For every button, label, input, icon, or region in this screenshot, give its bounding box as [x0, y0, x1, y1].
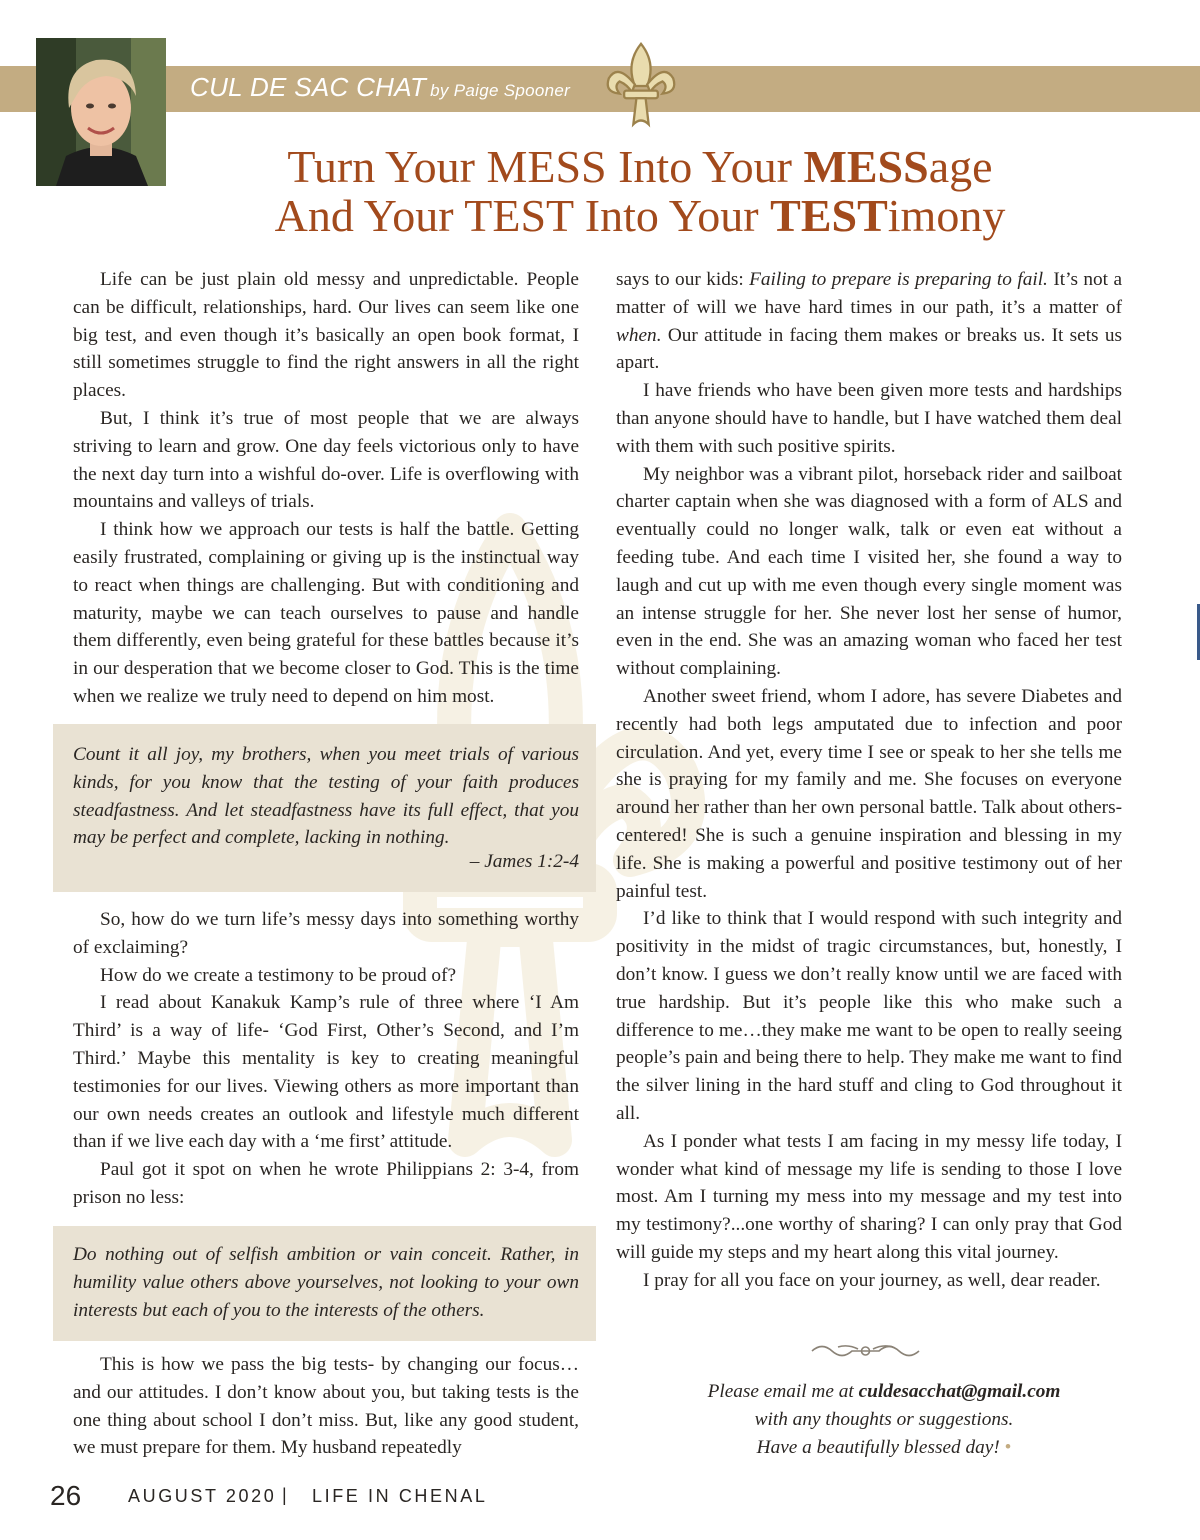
headline-emphasis: TEST: [770, 190, 888, 241]
body-paragraph: I have friends who have been given more tests and hardships than anyone should have to handle, but I have watched them deal with them with such positive spirits.: [616, 380, 1122, 457]
headline: [0, 142, 1200, 240]
scripture-quote-philippians: [53, 1226, 596, 1341]
body-text: It’s not a matter of will we have hard times in our path, it’s a matter of: [616, 269, 1123, 318]
quote-text: Count it all joy, my brothers, when you meet trials of various kinds, for you know that the testing of your faith produces steadfastness. And let steadfastness have its full effect, that you may be perfect and complete, lacking in nothing.: [73, 744, 579, 849]
headline-line-2: [0, 191, 1200, 240]
body-column-left-bottom: [73, 1351, 579, 1462]
body-paragraph: Life can be just plain old messy and unpredictable. People can be difficult, relationships, hard. Our lives can seem like one big test, and even though it’s basically an open book format, I still sometimes struggle to find the right answers in all the right places.: [73, 269, 579, 402]
column-name: CUL DE SAC CHAT: [190, 72, 427, 102]
quote-text: Do nothing out of selfish ambition or vain conceit. Rather, in humility value others above yourselves, not looking to your own interests but each of you to the interests of the others.: [73, 1244, 579, 1321]
header-banner: [0, 66, 1200, 112]
end-bullet-icon: •: [1004, 1437, 1012, 1458]
body-paragraph: Another sweet friend, whom I adore, has severe Diabetes and recently had both legs amputated due to infection and poor circulation. And yet, every time I see or speak to her she tells me she is praying for my family and me. She focuses on everyone around her rather than her own personal battle. Talk about others-centered! She is such a genuine inspiration and blessing in my life. She is making a powerful and positive testimony out of her painful test.: [616, 685, 1122, 902]
body-paragraph: This is how we pass the big tests- by changing our focus… and our attitudes. I don’t know about you, but taking tests is the one thing about school I don’t miss. But, like any good student, we must prepare for them. My husband repeatedly: [73, 1354, 579, 1459]
signoff-text: Have a beautifully blessed day!: [756, 1437, 1000, 1458]
flourish-divider-icon: [808, 1340, 923, 1362]
body-paragraph: My neighbor was a vibrant pilot, horseback rider and sailboat charter captain when she was diagnosed with a form of ALS and eventually could no longer walk, talk or even eat without a feeding tube. And each time I visited her, she found a way to laugh and cut up with me even though every single moment was an intense struggle for her. She never lost her sense of humor, even in the end. She was an amazing woman who faced her test without complaining.: [616, 463, 1122, 680]
body-emphasis: when.: [616, 324, 662, 346]
body-paragraph: I pray for all you face on your journey, as well, dear reader.: [643, 1269, 1101, 1291]
body-column-left-middle: [73, 906, 579, 1212]
headline-text: age: [928, 141, 993, 192]
quote-reference: – James 1:2-4: [469, 851, 579, 872]
signoff: [616, 1378, 1152, 1462]
headline-text: And Your TEST Into Your: [274, 190, 771, 241]
body-paragraph: [616, 266, 1122, 377]
body-paragraph: So, how do we turn life’s messy days into something worthy of exclaiming?: [73, 909, 579, 958]
scripture-quote-james: [53, 724, 596, 892]
body-paragraph: As I ponder what tests I am facing in my messy life today, I wonder what kind of message my life is sending to those I love most. Am I turning my mess into my message and my test into my testimony?...one worthy of sharing? I can only pray that God will guide my steps and my heart along this vital journey.: [616, 1130, 1122, 1263]
magazine-name: LIFE IN CHENAL: [312, 1486, 488, 1506]
signoff-line-1: [616, 1378, 1152, 1406]
body-paragraph: But, I think it’s true of most people that we are always striving to learn and grow. One day feels victorious only to have the next day turn into a wishful do-over. Life is overflowing with mountains and valleys of trials.: [73, 407, 579, 513]
headline-text: Turn Your MESS Into Your: [287, 141, 804, 192]
byline: by Paige Spooner: [430, 81, 571, 100]
footer-separator: |: [282, 1485, 287, 1505]
signoff-line-2: with any thoughts or suggestions.: [754, 1409, 1014, 1430]
signoff-line-3: [616, 1434, 1152, 1462]
body-column-right: [616, 266, 1122, 1294]
body-paragraph: I’d like to think that I would respond with such integrity and positivity in the midst of tragic circumstances, but, honestly, I don’t know. I guess we don’t really know until we are faced with true hardship. But it’s people like this who make such a difference to me…they make me want to be open to really seeing people’s pain and being there to help. They make me want to find the silver lining in the hard stuff and cling to God throughout it all.: [616, 908, 1122, 1124]
body-text: says to our kids:: [616, 269, 750, 290]
headline-emphasis: MESS: [803, 141, 929, 192]
body-column-left-top: [73, 266, 579, 711]
body-paragraph: I read about Kanakuk Kamp’s rule of three where ‘I Am Third’ is a way of life- ‘God First, Other’s Second, and I’m Third.’ Maybe this mentality is key to creating meaningful testimonies for our lives. Viewing others as more important than our own needs creates an outlook and lifestyle much different than if we live each day with a ‘me first’ attitude.: [73, 992, 579, 1153]
issue-date: AUGUST 2020: [128, 1486, 277, 1506]
page-number: 26: [50, 1480, 82, 1511]
email-link[interactable]: culdesacchat@gmail.com: [858, 1381, 1061, 1402]
fleur-de-lis-icon: [602, 40, 680, 132]
column-title: [190, 72, 570, 103]
body-paragraph: How do we create a testimony to be proud of?: [100, 964, 457, 986]
signoff-text: Please email me at: [707, 1381, 859, 1402]
body-paragraph: Paul got it spot on when he wrote Philippians 2: 3-4, from prison no less:: [73, 1159, 579, 1208]
headline-text: imony: [887, 190, 1006, 241]
body-text: Our attitude in facing them makes or breaks us. It sets us apart.: [616, 324, 1122, 374]
body-emphasis: Failing to prepare is preparing to fail.: [749, 269, 1048, 290]
headline-line-1: [0, 142, 1200, 191]
body-paragraph: I think how we approach our tests is half the battle. Getting easily frustrated, complaining or giving up is the instinctual way to react when things are challenging. But with conditioning and maturity, maybe we can teach ourselves to pause and handle them differently, even being grateful for these battles because it’s in our desperation that we become closer to God. This is the time when we realize we truly need to depend on him most.: [73, 519, 579, 707]
